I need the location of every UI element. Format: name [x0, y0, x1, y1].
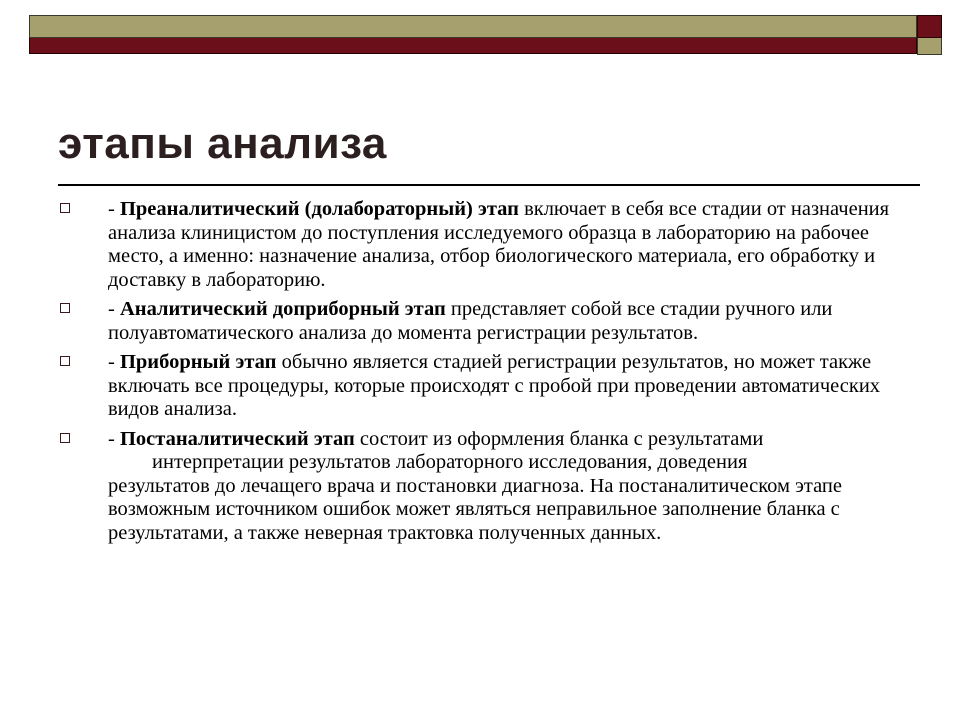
hollow-square-bullet-icon	[60, 433, 70, 443]
stage-term: Приборный этап	[119, 351, 277, 373]
stage-term: Аналитический доприборный этап	[119, 298, 446, 320]
item-prefix: -	[108, 298, 120, 320]
list-item-text	[108, 351, 906, 422]
stage-description: обычно является стадией регистрации результатов, но может также включать все процедуры, которые происходят с пробой при проведении автоматических видов анализа.	[108, 351, 881, 420]
header-decoration-bar	[29, 15, 917, 55]
list-item-preanalytical	[56, 198, 906, 292]
list-item-postanalytical	[56, 428, 906, 546]
list-item-text	[108, 428, 906, 452]
header-corner-maroon-block	[917, 15, 942, 38]
header-olive-stripe	[29, 15, 917, 38]
hollow-square-bullet-icon	[60, 303, 70, 313]
stage-term: Преаналитический (долабораторный) этап	[119, 198, 519, 220]
title-underline	[58, 184, 920, 186]
stage-description-rest: результатов до лечащего врача и постановки диагноза. На постаналитическом этапе возможным источником ошибок может являться неправильное заполнение бланка с результатами, а также неверная трактовка полученных данных.	[108, 474, 842, 544]
list-item-text	[108, 298, 906, 345]
stage-description: состоит из оформления бланка с результатами	[354, 427, 764, 450]
stage-list	[56, 198, 906, 551]
hollow-square-bullet-icon	[60, 203, 70, 213]
stage-description: представляет собой все стадии ручного или полуавтоматического анализа до момента регистрации результатов.	[108, 298, 833, 344]
list-item-text	[108, 198, 906, 292]
item-prefix: -	[108, 351, 120, 373]
list-item-instrumental	[56, 351, 906, 422]
stage-description: включает в себя все стадии от назначения анализа клиницистом до поступления исследуемого образца в лабораторию на рабочее место, а именно: назначение анализа, отбор биологического материала, его обработку и доставку в лабораторию.	[108, 198, 890, 291]
item-prefix: -	[108, 198, 120, 220]
slide-title: этапы анализа	[58, 119, 387, 168]
item-prefix: -	[108, 427, 120, 450]
stage-term: Постаналитический этап	[119, 427, 355, 450]
list-item-analytical-pre-instrumental	[56, 298, 906, 345]
stage-description-continuation: интерпретации результатов лабораторного исследования, доведения	[152, 451, 748, 473]
header-maroon-stripe	[29, 38, 917, 54]
header-corner-olive-block	[917, 38, 942, 55]
hollow-square-bullet-icon	[60, 356, 70, 366]
